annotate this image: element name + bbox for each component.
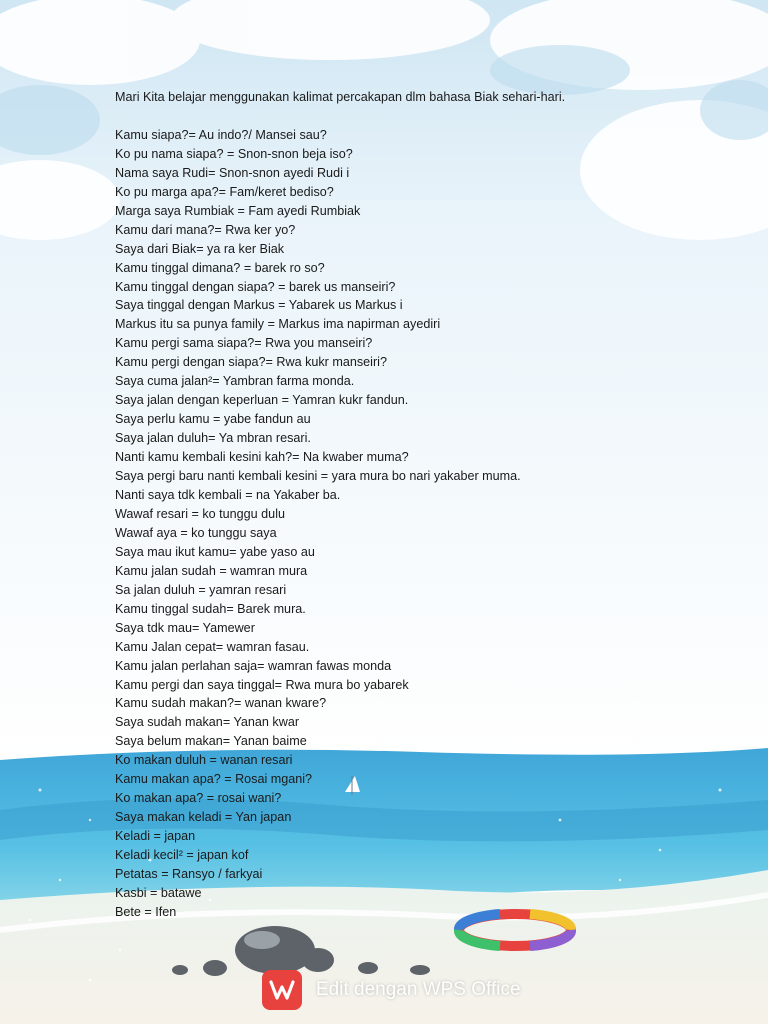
phrase-line: Marga saya Rumbiak = Fam ayedi Rumbiak (115, 203, 361, 218)
phrase-line: Saya jalan dengan keperluan = Yamran kukr fandun. (115, 393, 409, 408)
phrase-line: Nanti saya tdk kembali = na Yakaber ba. (115, 488, 341, 502)
wps-watermark-label[interactable]: Edit dengan WPS Office (316, 979, 521, 1000)
phrase-line: Saya pergi baru nanti kembali kesini = yara mura bo nari yakaber muma. (115, 469, 521, 484)
phrase-line: Petatas = Ransyo / farkyai (115, 867, 263, 882)
phrase-line: Kasbi = batawe (115, 886, 202, 901)
phrase-line: Ko makan duluh = wanan resari (115, 753, 293, 768)
phrase-line: Saya tinggal dengan Markus = Yabarek us Markus i (115, 298, 403, 313)
phrase-line: Kamu pergi dan saya tinggal= Rwa mura bo yabarek (115, 677, 409, 692)
phrase-line: Kamu dari mana?= Rwa ker yo? (115, 222, 296, 237)
phrase-list (115, 126, 735, 922)
phrase-line: Saya cuma jalan²= Yambran farma monda. (115, 374, 355, 389)
phrase-line: Wawaf aya = ko tunggu saya (115, 525, 277, 540)
phrase-line: Keladi = japan (115, 829, 196, 844)
phrase-line: Kamu tinggal sudah= Barek mura. (115, 601, 306, 616)
phrase-line: Wawaf resari = ko tunggu dulu (115, 506, 285, 521)
phrase-line: Saya jalan duluh= Ya mbran resari. (115, 431, 311, 446)
wps-logo-icon[interactable] (262, 970, 302, 1010)
phrase-line: Nama saya Rudi= Snon-snon ayedi Rudi i (115, 165, 350, 180)
phrase-line: Kamu jalan sudah = wamran mura (115, 563, 308, 578)
phrase-line: Saya makan keladi = Yan japan (115, 810, 292, 825)
phrase-line: Ko pu marga apa?= Fam/keret bediso? (115, 184, 334, 199)
phrase-line: Saya tdk mau= Yamewer (115, 620, 255, 635)
phrase-line: Kamu pergi dengan siapa?= Rwa kukr manseiri? (115, 355, 387, 370)
phrase-line: Saya sudah makan= Yanan kwar (115, 715, 300, 730)
phrase-line: Saya belum makan= Yanan baime (115, 734, 307, 749)
intro-line: Mari Kita belajar menggunakan kalimat percakapan dlm bahasa Biak sehari-hari. (115, 90, 566, 104)
phrase-line: Sa jalan duluh = yamran resari (115, 582, 287, 597)
phrase-line: Kamu tinggal dimana? = barek ro so? (115, 260, 325, 275)
phrase-line: Kamu siapa?= Au indo?/ Mansei sau? (115, 127, 327, 142)
phrase-line: Kamu pergi sama siapa?= Rwa you manseiri? (115, 336, 373, 351)
phrase-line: Saya perlu kamu = yabe fandun au (115, 412, 311, 427)
phrase-line: Kamu makan apa? = Rosai mgani? (115, 772, 313, 787)
document-text (115, 88, 735, 922)
phrase-line: Bete = Ifen (115, 904, 177, 919)
phrase-line: Saya mau ikut kamu= yabe yaso au (115, 544, 315, 559)
phrase-line: Kamu Jalan cepat= wamran fasau. (115, 639, 310, 654)
phrase-line: Kamu tinggal dengan siapa? = barek us manseiri? (115, 279, 396, 294)
phrase-line: Nanti kamu kembali kesini kah?= Na kwaber muma? (115, 450, 409, 465)
phrase-line: Ko pu nama siapa? = Snon-snon beja iso? (115, 146, 353, 161)
phrase-line: Kamu sudah makan?= wanan kware? (115, 696, 327, 711)
phrase-line: Keladi kecil² = japan kof (115, 848, 249, 863)
phrase-line: Ko makan apa? = rosai wani? (115, 791, 282, 806)
phrase-line: Saya dari Biak= ya ra ker Biak (115, 241, 285, 256)
phrase-line: Markus itu sa punya family = Markus ima napirman ayediri (115, 317, 441, 332)
phrase-line: Kamu jalan perlahan saja= wamran fawas monda (115, 658, 392, 673)
wps-watermark[interactable] (262, 970, 521, 1010)
